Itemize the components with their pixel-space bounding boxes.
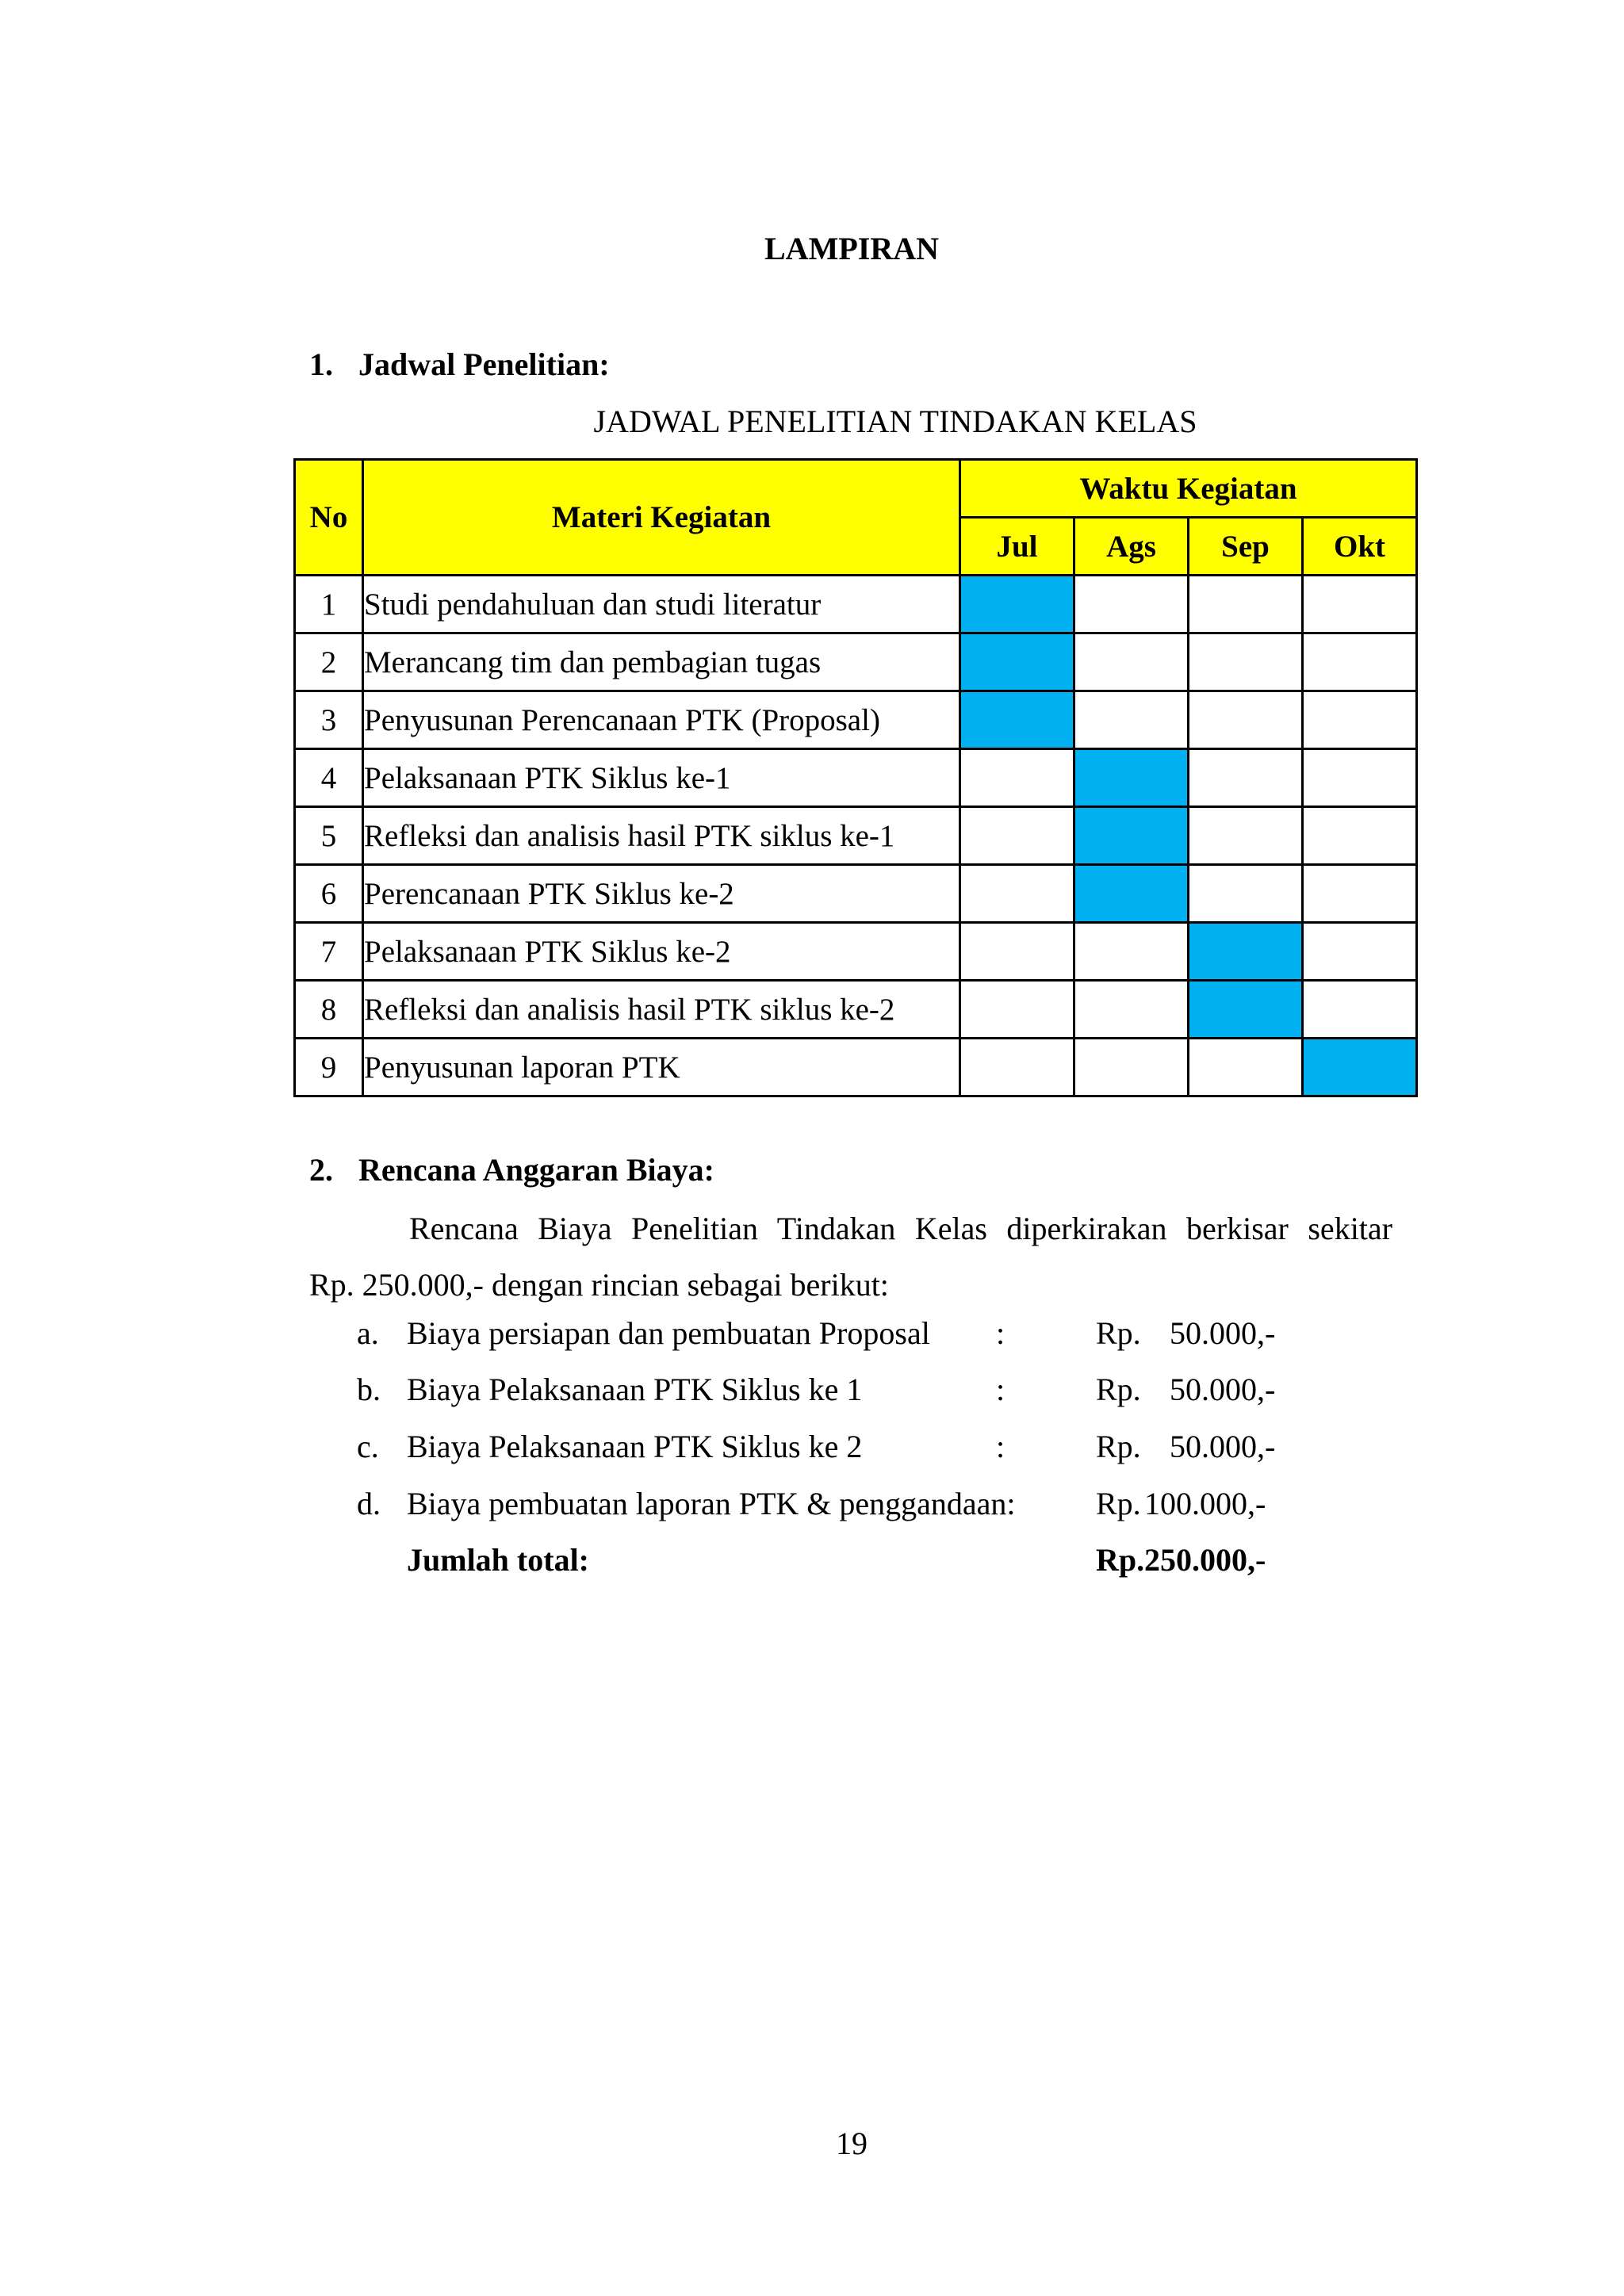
month-cell (1189, 633, 1303, 691)
row-number: 7 (295, 923, 363, 981)
month-cell (1189, 865, 1303, 923)
row-number: 4 (295, 749, 363, 807)
budget-item-amount: 50.000,- (1170, 1372, 1276, 1407)
row-activity: Pelaksanaan PTK Siklus ke-2 (363, 923, 960, 981)
budget-item-amount: 50.000,- (1170, 1315, 1276, 1351)
header-month: Jul (960, 518, 1074, 576)
budget-item-amount: 100.000,- (1144, 1486, 1266, 1521)
budget-item-letter: b. (357, 1372, 381, 1407)
budget-item-letter: c. (357, 1429, 379, 1464)
month-cell (1189, 691, 1303, 749)
budget-item (357, 1485, 1308, 1540)
row-number: 1 (295, 576, 363, 633)
budget-item-currency: Rp. (1096, 1429, 1141, 1464)
month-cell (1189, 576, 1303, 633)
table-row (295, 633, 1417, 691)
section-2-heading (309, 1151, 714, 1188)
header-month: Okt (1303, 518, 1417, 576)
page-number: 19 (836, 2126, 868, 2161)
budget-item-letter: d. (357, 1486, 381, 1521)
row-number: 6 (295, 865, 363, 923)
row-activity: Penyusunan laporan PTK (363, 1039, 960, 1096)
month-cell (1189, 749, 1303, 807)
row-activity: Studi pendahuluan dan studi literatur (363, 576, 960, 633)
month-cell (960, 749, 1074, 807)
header-month: Ags (1074, 518, 1189, 576)
month-cell (1303, 691, 1417, 749)
budget-total-amount: 250.000,- (1144, 1542, 1266, 1578)
month-cell (1074, 633, 1189, 691)
month-cell-active (1303, 1039, 1417, 1096)
budget-item-currency: Rp. (1096, 1315, 1141, 1351)
month-cell (1074, 1039, 1189, 1096)
row-activity: Merancang tim dan pembagian tugas (363, 633, 960, 691)
budget-intro-line-2: Rp. 250.000,- dengan rincian sebagai berikut: (309, 1267, 889, 1303)
month-cell (1303, 981, 1417, 1039)
month-cell (1074, 576, 1189, 633)
row-number: 8 (295, 981, 363, 1039)
section-2-title: Rencana Anggaran Biaya: (358, 1152, 714, 1188)
month-cell (1074, 691, 1189, 749)
table-row (295, 807, 1417, 865)
budget-item-label: Biaya Pelaksanaan PTK Siklus ke 2 (407, 1429, 863, 1464)
header-no: No (295, 460, 363, 576)
budget-item-currency: Rp. (1096, 1372, 1141, 1407)
budget-item-colon: : (996, 1429, 1005, 1464)
schedule-table (293, 458, 1418, 1097)
table-row (295, 691, 1417, 749)
table-caption: JADWAL PENELITIAN TINDAKAN KELAS (593, 404, 1197, 439)
month-cell (1303, 749, 1417, 807)
budget-total-label: Jumlah total: (407, 1542, 589, 1578)
month-cell (960, 1039, 1074, 1096)
section-1-number: 1. (309, 346, 333, 382)
month-cell (960, 807, 1074, 865)
month-cell (1189, 1039, 1303, 1096)
budget-item (357, 1371, 1308, 1426)
month-cell (960, 865, 1074, 923)
table-row (295, 923, 1417, 981)
table-header-row (295, 460, 1417, 518)
budget-item-colon: : (996, 1372, 1005, 1407)
row-number: 3 (295, 691, 363, 749)
month-cell (1074, 923, 1189, 981)
month-cell-active (1074, 865, 1189, 923)
section-1-title: Jadwal Penelitian: (358, 346, 610, 382)
row-number: 9 (295, 1039, 363, 1096)
month-cell (960, 981, 1074, 1039)
table-row (295, 1039, 1417, 1096)
month-cell (1303, 633, 1417, 691)
section-2-number: 2. (309, 1152, 333, 1188)
header-materi: Materi Kegiatan (363, 460, 960, 576)
table-row (295, 865, 1417, 923)
budget-item-letter: a. (357, 1315, 379, 1351)
header-waktu: Waktu Kegiatan (960, 460, 1417, 518)
budget-item (357, 1314, 1308, 1370)
row-activity: Pelaksanaan PTK Siklus ke-1 (363, 749, 960, 807)
budget-item-label: Biaya Pelaksanaan PTK Siklus ke 1 (407, 1372, 863, 1407)
month-cell (1189, 807, 1303, 865)
header-month: Sep (1189, 518, 1303, 576)
row-activity: Refleksi dan analisis hasil PTK siklus ke-1 (363, 807, 960, 865)
row-activity: Refleksi dan analisis hasil PTK siklus ke-2 (363, 981, 960, 1039)
month-cell (1303, 807, 1417, 865)
budget-total-currency: Rp. (1096, 1542, 1145, 1578)
budget-item-currency: Rp. (1096, 1486, 1141, 1521)
month-cell (1074, 981, 1189, 1039)
row-number: 5 (295, 807, 363, 865)
month-cell-active (960, 576, 1074, 633)
month-cell (1303, 576, 1417, 633)
table-row (295, 576, 1417, 633)
table-row (295, 749, 1417, 807)
month-cell-active (1074, 749, 1189, 807)
month-cell (960, 923, 1074, 981)
month-cell-active (1189, 923, 1303, 981)
month-cell (1303, 923, 1417, 981)
table-row (295, 981, 1417, 1039)
page-title: LAMPIRAN (764, 231, 939, 266)
budget-item-colon: : (996, 1315, 1005, 1351)
schedule-body (295, 576, 1417, 1096)
budget-total (357, 1541, 1308, 1597)
row-activity: Perencanaan PTK Siklus ke-2 (363, 865, 960, 923)
row-number: 2 (295, 633, 363, 691)
budget-item-label: Biaya pembuatan laporan PTK & penggandaan: (407, 1486, 1016, 1521)
budget-item-amount: 50.000,- (1170, 1429, 1276, 1464)
month-cell-active (1189, 981, 1303, 1039)
month-cell-active (1074, 807, 1189, 865)
month-cell (1303, 865, 1417, 923)
budget-intro-line-1: Rencana Biaya Penelitian Tindakan Kelas diperkirakan berkisar sekitar (409, 1211, 1392, 1246)
month-cell-active (960, 633, 1074, 691)
month-cell-active (960, 691, 1074, 749)
budget-item (357, 1428, 1308, 1483)
row-activity: Penyusunan Perencanaan PTK (Proposal) (363, 691, 960, 749)
budget-item-label: Biaya persiapan dan pembuatan Proposal (407, 1315, 930, 1351)
section-1-heading (309, 346, 610, 383)
